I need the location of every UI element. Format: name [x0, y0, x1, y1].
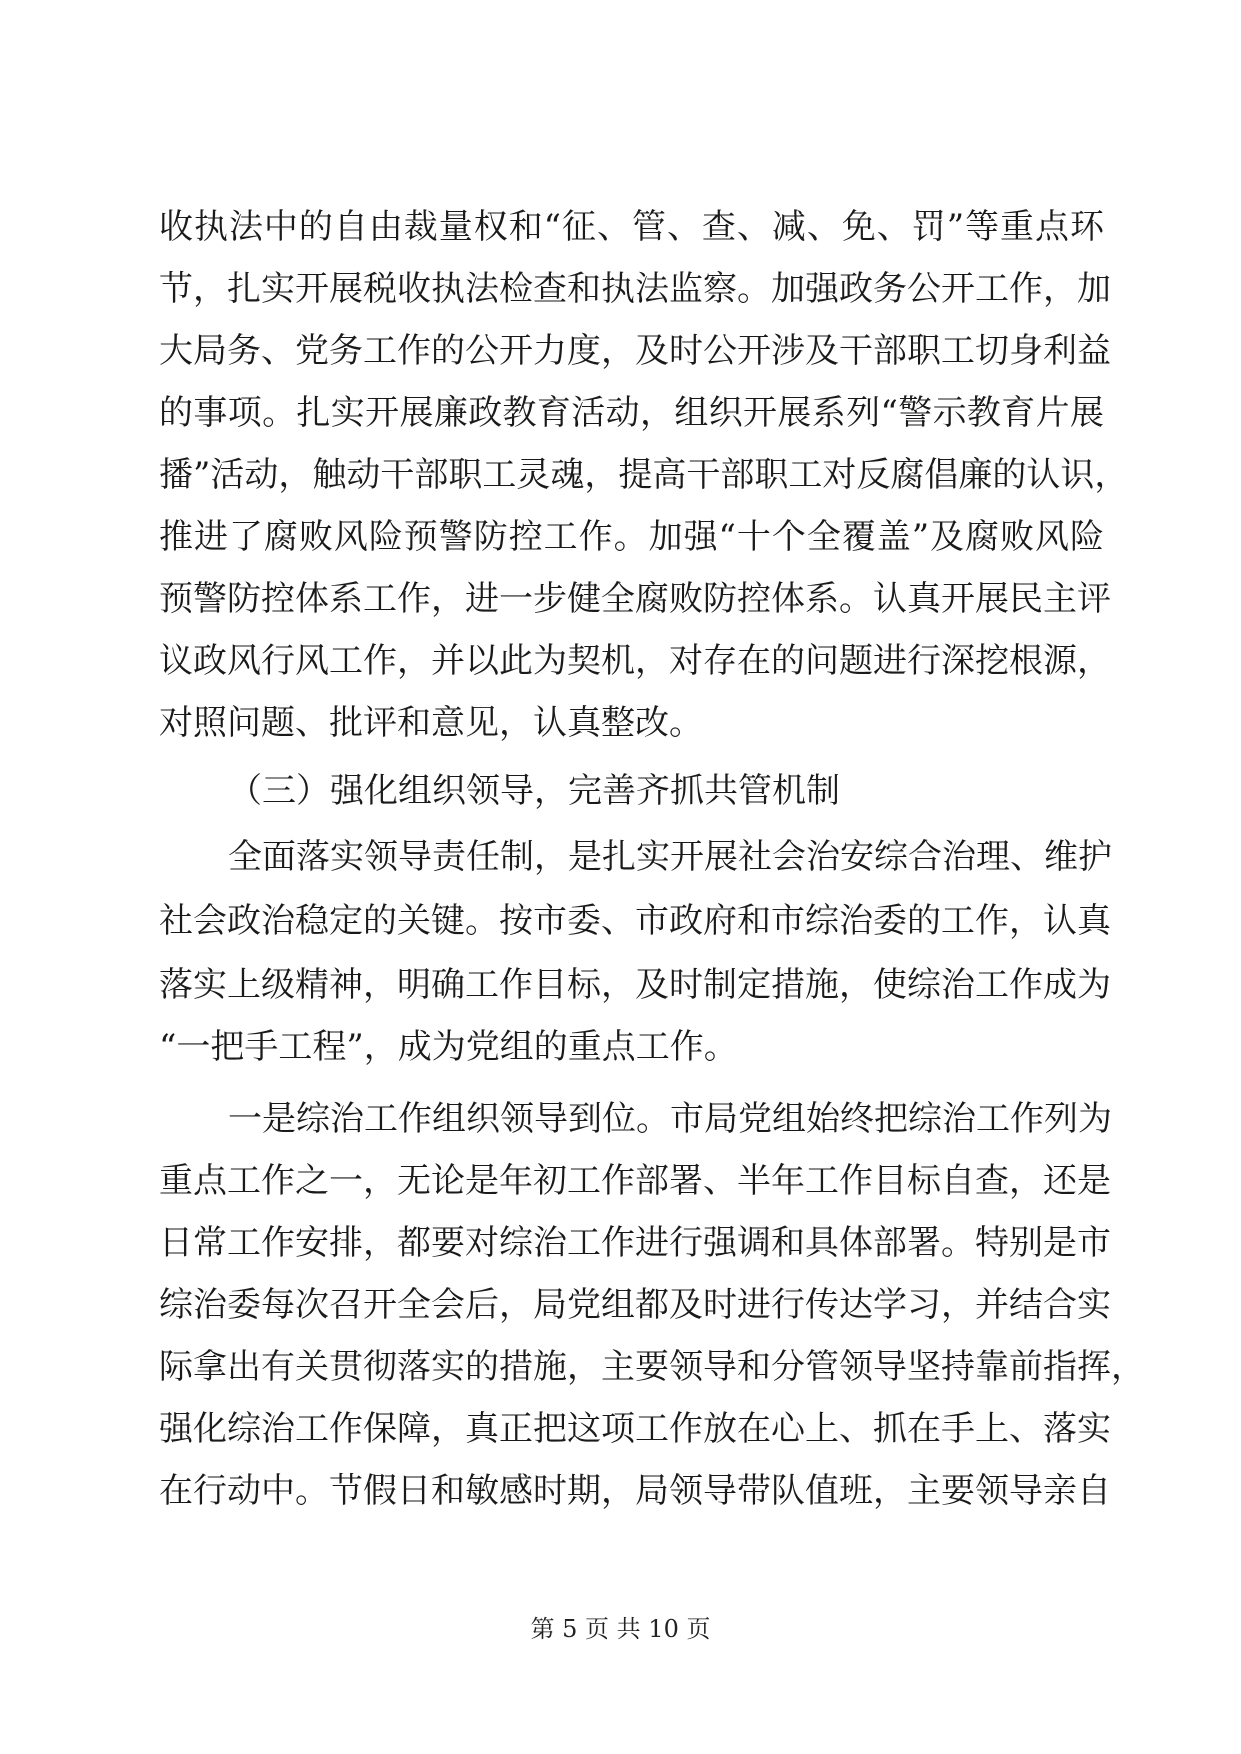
text-line: 预警防控体系工作，进一步健全腐败防控体系。认真开展民主评	[159, 579, 1111, 619]
text-line: 对照问题、批评和意见，认真整改。	[159, 703, 703, 743]
paragraph-first-line: 一是综治工作组织领导到位。市局党组始终把综治工作列为	[228, 1099, 1112, 1139]
text-line: 在行动中。节假日和敏感时期，局领导带队值班，主要领导亲自	[159, 1471, 1111, 1511]
text-line: 收执法中的自由裁量权和“征、管、查、减、免、罚”等重点环	[159, 207, 1104, 247]
text-line: 落实上级精神，明确工作目标，及时制定措施，使综治工作成为	[159, 965, 1111, 1005]
text-line: 综治委每次召开全会后，局党组都及时进行传达学习，并结合实	[159, 1285, 1111, 1325]
text-line: “一把手工程”，成为党组的重点工作。	[159, 1027, 738, 1067]
text-line: 大局务、党务工作的公开力度，及时公开涉及干部职工切身利益	[159, 331, 1111, 371]
text-line: 际拿出有关贯彻落实的措施，主要领导和分管领导坚持靠前指挥，	[159, 1347, 1145, 1387]
text-line: 日常工作安排，都要对综治工作进行强调和具体部署。特别是市	[159, 1223, 1111, 1263]
section-heading: （三）强化组织领导，完善齐抓共管机制	[228, 771, 840, 811]
text-line: 节，扎实开展税收执法检查和执法监察。加强政务公开工作，加	[159, 269, 1111, 309]
text-line: 强化综治工作保障，真正把这项工作放在心上、抓在手上、落实	[159, 1409, 1111, 1449]
paragraph-first-line: 全面落实领导责任制，是扎实开展社会治安综合治理、维护	[228, 837, 1112, 877]
text-line: 社会政治稳定的关键。按市委、市政府和市综治委的工作，认真	[159, 901, 1111, 941]
text-line: 推进了腐败风险预警防控工作。加强“十个全覆盖”及腐败风险	[159, 517, 1104, 557]
text-line: 议政风行风工作，并以此为契机，对存在的问题进行深挖根源，	[159, 641, 1111, 681]
text-line: 的事项。扎实开展廉政教育活动，组织开展系列“警示教育片展	[159, 393, 1104, 433]
text-line: 播”活动，触动干部职工灵魂，提高干部职工对反腐倡廉的认识，	[159, 455, 1129, 495]
text-line: 重点工作之一，无论是年初工作部署、半年工作目标自查，还是	[159, 1161, 1111, 1201]
page-number-footer: 第 5 页 共 10 页	[530, 1615, 711, 1643]
